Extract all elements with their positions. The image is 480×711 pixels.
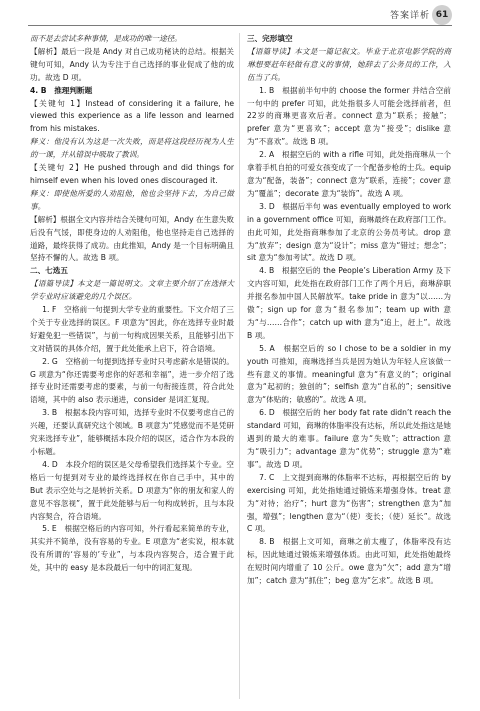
right-column-paragraph: 【语篇导读】本文是一篇记叙文。毕业于北京电影学院的商琳想要赶年轻做有意义的事情，她辞去了公务员的工作，入伍当了兵。 (247, 46, 451, 82)
column-divider (239, 33, 240, 699)
left-column-paragraph: 1. F 空格前一句提到大学专业的重要性。下文介绍了三个关于专业选择的误区。F 项意为“因此，你在选择专业时最好避免犯一些错误”，与前一句构成因果关系，且能够引出下文对错误的具体介绍，置于此处能承上启下，符合语境。 (30, 305, 234, 353)
right-column-paragraph: 1. B 根据前半句中的 choose the former 并结合空前一句中的 prefer 可知，此处指很多人可能会选择前者，但22岁的商琳更喜欢后者。connect 意为“联系；接触”；prefer 意为“更喜欢”；accept 意为“接受”；dislike 意为“不喜欢”。故选 B 项。 (247, 85, 451, 147)
right-column-paragraph: 2. A 根据空后的 with a rifle 可知，此处指商琳从一个拿着手机自拍的可爱女孩变成了一个配备步枪的士兵。equip 意为“配备，装备”；connect 意为“联系，连接”；cover 意为“覆盖”；decorate 意为“装饰”。故选 A 项。 (247, 150, 451, 198)
section-header-label: 答案详析 (389, 11, 430, 21)
right-column-paragraph: 5. A 根据空后的 so I chose to be a soldier in my youth 可推知，商琳选择当兵是因为她认为年轻人应该做一些有意义的事情。meaningful 意为“有意义的”；original 意为“起初的；独创的”；selfish 意为“自私的”；sensitive 意为“体贴的；敏感的”。故选 A 项。 (247, 343, 451, 405)
left-column-paragraph: 释义：即使他所爱的人劝阻他，他也会坚持下去，为自己做事。 (30, 188, 234, 211)
left-column-paragraph: 而不是去尝试多种事情，是成功的唯一途径。 (30, 34, 182, 43)
left-column-paragraph: 3. B 根据本段内容可知，选择专业时不仅要考虑自己的兴趣，还要认真研究这个领域。B 项意为“凭感觉而不是凭研究来选择专业”，能够概括本段介绍的误区，适合作为本段的小标题。 (30, 408, 234, 456)
left-column-paragraph: 2. G 空格前一句提到选择专业时只考虑薪水是错误的。G 项意为“你还需要考虑你的好恶和幸福”，进一步介绍了选择专业时还需要考虑的要素，与前一句衔接连贯，符合此处语境，其中的 also 表示递进，consider 是词汇复现。 (30, 356, 234, 405)
header-rule (28, 25, 452, 26)
right-column-paragraph: 6. D 根据空后的 her body fat rate didn’t reach the standard 可知，商琳的体脂率没有达标，所以此处指这是她遇到的最大的难事。failure 意为“失败”；attraction 意为“吸引力”；advantage 意为“优势”；struggle 意为“难事”。故选 D 项。 (247, 408, 451, 469)
page-number-badge: 61 (432, 5, 452, 25)
right-column-paragraph: 8. B 根据上文可知，商琳之前太瘦了，体脂率没有达标，因此她通过锻炼来增强体质。由此可知，此处指她最终在短时间内增重了 10 公斤。owe 意为“欠”；add 意为“增加”；catch 意为“抓住”；beg 意为“乞求”。故选 B 项。 (247, 537, 451, 586)
right-column-paragraph: 4. B 根据空后的 the People’s Liberation Army 及下文内容可知，此处指在政府部门工作了两个月后，商琳辞职并报名参加中国人民解放军。take pride in 意为“以……为傲”；sign up for 意为“报名参加”；team up with 意为“与……合作”；catch up with 意为“追上，赶上”。故选 B 项。 (247, 266, 451, 340)
left-column-paragraph: 释义：他没有认为这是一次失败，而是将这段经历视为人生的一课，并从错误中吸取了教训。 (30, 137, 234, 160)
left-column-paragraph: 二、七选五 (30, 266, 68, 276)
right-column-paragraph: 3. D 根据后半句 was eventually employed to work in a government office 可知，商琳最终在政府部门工作。由此可知，此处指商琳参加了北京的公务员考试。drop 意为“放弃”；design 意为“设计”；miss 意为“错过；想念”；sit 意为“参加考试”。故选 D 项。 (247, 201, 451, 263)
right-column (247, 33, 451, 588)
left-column-paragraph: 【关键句 2】He pushed through and did things for himself even when his loved ones discouraged it. (30, 163, 234, 185)
left-column-paragraph: 【关键句 1】Instead of considering it a failure, he viewed this experience as a life lesson and learned from his mistakes. (30, 98, 234, 134)
left-column-paragraph: 4. B 推理判断题 (30, 85, 93, 95)
right-column-paragraph: 三、完形填空 (247, 34, 293, 43)
left-column-paragraph: 【语篇导读】本文是一篇说明文。文章主要介绍了在选择大学专业时应该避免的几个误区。 (30, 279, 234, 302)
left-column-paragraph: 【解析】根据全文内容并结合关键句可知，Andy 在生意失败后没有气馁，即使身边的人劝阻他，他也坚持走自己选择的道路，最终获得了成功。由此推知，Andy 是一个目标明确且坚持不懈的人。故选 B 项。 (30, 214, 234, 263)
right-column-paragraph: 7. C 上文提到商琳的体脂率不达标，再根据空后的 by exercising 可知，此处指她通过锻炼来增强身体。treat 意为“对待；治疗”；hurt 意为“伤害”；strengthen 意为“加强，增强”；lengthen 意为“（使）变长；（使）延长”。故选 C 项。 (247, 472, 451, 534)
left-column-paragraph: 【解析】最后一段是 Andy 对自己成功秘诀的总结。根据关键句可知，Andy 认为专注于自己选择的事业促成了他的成功。故选 D 项。 (30, 46, 234, 82)
left-column (30, 33, 234, 575)
left-column-paragraph: 5. E 根据空格后的内容可知，外行看起来简单的专业，其实并不简单，没有容易的专业。E 项意为“老实说，根本就没有所谓的‘容易的’专业”，与本段内容契合，适合置于此处，其中的 easy 是本段最后一句中的词汇复现。 (30, 524, 234, 573)
left-column-paragraph: 4. D 本段介绍的误区是父母希望我们选择某个专业。空格后一句提到对专业的最终选择权在你自己手中，其中的 But 表示空处与之是转折关系。D 项意为“你的朋友和家人的意见不容忽视”，置于此处能够与后一句构成转折，且与本段内容契合，符合语境。 (30, 459, 234, 521)
